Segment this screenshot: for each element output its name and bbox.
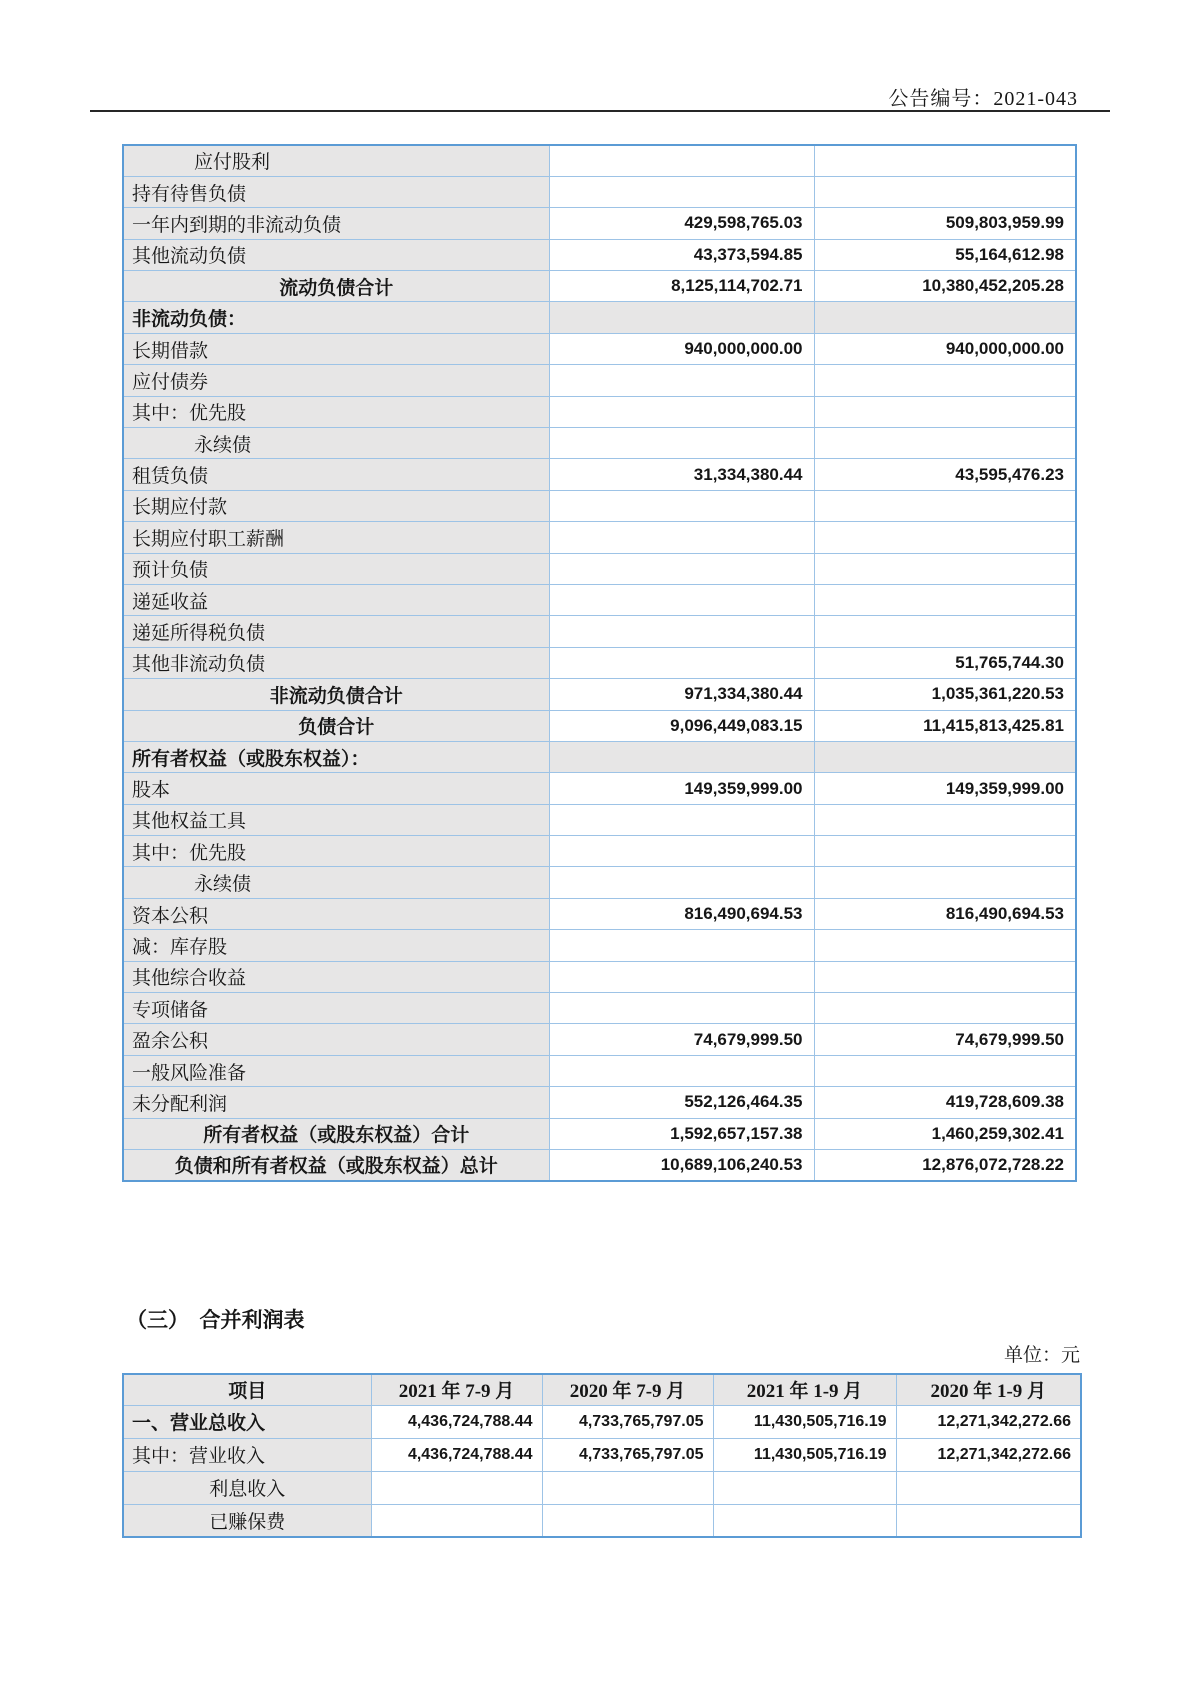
row-value-previous: 74,679,999.50 <box>814 1024 1076 1055</box>
row-label: 永续债 <box>123 867 549 898</box>
balance-sheet-row <box>123 710 1076 741</box>
row-label: 资本公积 <box>123 898 549 929</box>
row-label: 永续债 <box>123 428 549 459</box>
row-value <box>896 1471 1081 1504</box>
balance-sheet-row <box>123 208 1076 239</box>
row-value-current: 940,000,000.00 <box>549 333 814 364</box>
row-value-current <box>549 176 814 207</box>
row-value <box>542 1504 713 1537</box>
balance-sheet-row <box>123 647 1076 678</box>
row-value-current <box>549 584 814 615</box>
row-value-previous: 10,380,452,205.28 <box>814 271 1076 302</box>
row-value-previous: 51,765,744.30 <box>814 647 1076 678</box>
row-label: 盈余公积 <box>123 1024 549 1055</box>
row-value-current: 8,125,114,702.71 <box>549 271 814 302</box>
row-value-previous: 12,876,072,728.22 <box>814 1150 1076 1181</box>
row-value-current <box>549 836 814 867</box>
row-value-previous <box>814 1055 1076 1086</box>
row-value: 4,733,765,797.05 <box>542 1438 713 1471</box>
row-value: 11,430,505,716.19 <box>713 1438 896 1471</box>
row-label: 减：库存股 <box>123 930 549 961</box>
income-statement-row <box>123 1504 1081 1537</box>
row-value-previous <box>814 365 1076 396</box>
row-value <box>371 1471 542 1504</box>
row-label: 长期应付款 <box>123 490 549 521</box>
row-value-previous <box>814 584 1076 615</box>
row-value: 4,436,724,788.44 <box>371 1405 542 1438</box>
balance-sheet-row <box>123 961 1076 992</box>
row-value-current <box>549 396 814 427</box>
balance-sheet-row <box>123 1150 1076 1181</box>
balance-sheet-row <box>123 396 1076 427</box>
row-value-previous <box>814 553 1076 584</box>
row-value-current <box>549 867 814 898</box>
balance-sheet-row <box>123 1087 1076 1118</box>
column-header: 2020 年 1-9 月 <box>896 1374 1081 1405</box>
column-header: 项目 <box>123 1374 371 1405</box>
row-value-previous: 1,035,361,220.53 <box>814 679 1076 710</box>
balance-sheet-row <box>123 459 1076 490</box>
row-value-current <box>549 1055 814 1086</box>
row-label: 负债合计 <box>123 710 549 741</box>
row-label: 租赁负债 <box>123 459 549 490</box>
row-value-previous <box>814 428 1076 459</box>
header-divider <box>90 110 1110 112</box>
income-statement-row <box>123 1438 1081 1471</box>
column-header: 2020 年 7-9 月 <box>542 1374 713 1405</box>
balance-sheet-row <box>123 239 1076 270</box>
balance-sheet-row <box>123 428 1076 459</box>
row-value-previous <box>814 176 1076 207</box>
row-value-current: 816,490,694.53 <box>549 898 814 929</box>
row-value-previous: 419,728,609.38 <box>814 1087 1076 1118</box>
row-value <box>713 1471 896 1504</box>
row-label: 其他流动负债 <box>123 239 549 270</box>
row-value-current <box>549 553 814 584</box>
balance-sheet-table <box>122 144 1077 1182</box>
balance-sheet-row <box>123 867 1076 898</box>
row-label: 持有待售负债 <box>123 176 549 207</box>
balance-sheet-row <box>123 584 1076 615</box>
row-value-current: 971,334,380.44 <box>549 679 814 710</box>
row-value-previous <box>814 522 1076 553</box>
row-label: 流动负债合计 <box>123 271 549 302</box>
row-label: 专项储备 <box>123 993 549 1024</box>
income-statement-row <box>123 1405 1081 1438</box>
row-value-current: 1,592,657,157.38 <box>549 1118 814 1149</box>
row-label: 非流动负债： <box>123 302 549 333</box>
row-value-current: 43,373,594.85 <box>549 239 814 270</box>
balance-sheet-row <box>123 836 1076 867</box>
row-value-previous <box>814 145 1076 176</box>
row-label: 应付股利 <box>123 145 549 176</box>
row-value-current <box>549 804 814 835</box>
row-label: 预计负债 <box>123 553 549 584</box>
column-header: 2021 年 7-9 月 <box>371 1374 542 1405</box>
row-value-previous: 940,000,000.00 <box>814 333 1076 364</box>
balance-sheet-row <box>123 176 1076 207</box>
row-value-current <box>549 490 814 521</box>
row-value-current: 31,334,380.44 <box>549 459 814 490</box>
balance-sheet-row <box>123 898 1076 929</box>
row-value-current <box>549 647 814 678</box>
row-label: 已赚保费 <box>123 1504 371 1537</box>
balance-sheet-row <box>123 333 1076 364</box>
row-value-current <box>549 365 814 396</box>
balance-sheet-row <box>123 804 1076 835</box>
row-label: 其他非流动负债 <box>123 647 549 678</box>
balance-sheet-row <box>123 1118 1076 1149</box>
row-label: 一、营业总收入 <box>123 1405 371 1438</box>
announcement-number: 公告编号：2021-043 <box>888 88 1078 110</box>
balance-sheet-row <box>123 522 1076 553</box>
balance-sheet-body <box>123 145 1076 1181</box>
balance-sheet-row <box>123 773 1076 804</box>
row-label: 一般风险准备 <box>123 1055 549 1086</box>
row-label: 长期借款 <box>123 333 549 364</box>
row-value-previous <box>814 396 1076 427</box>
row-value <box>713 1504 896 1537</box>
income-statement-table <box>122 1373 1082 1538</box>
row-value <box>896 1504 1081 1537</box>
income-statement-body <box>123 1405 1081 1537</box>
balance-sheet-row <box>123 741 1076 772</box>
row-value-previous <box>814 867 1076 898</box>
row-value-current <box>549 616 814 647</box>
balance-sheet-row <box>123 679 1076 710</box>
row-value-current: 552,126,464.35 <box>549 1087 814 1118</box>
balance-sheet-row <box>123 930 1076 961</box>
balance-sheet-row <box>123 271 1076 302</box>
row-value-previous <box>814 616 1076 647</box>
row-label: 所有者权益（或股东权益）： <box>123 741 549 772</box>
row-label: 非流动负债合计 <box>123 679 549 710</box>
row-label: 一年内到期的非流动负债 <box>123 208 549 239</box>
balance-sheet-row <box>123 490 1076 521</box>
row-value-current: 429,598,765.03 <box>549 208 814 239</box>
row-value-previous <box>814 490 1076 521</box>
row-label: 递延所得税负债 <box>123 616 549 647</box>
row-value <box>371 1504 542 1537</box>
row-value: 4,733,765,797.05 <box>542 1405 713 1438</box>
unit-label: 单位：元 <box>1003 1345 1080 1366</box>
balance-sheet-row <box>123 1055 1076 1086</box>
row-value: 4,436,724,788.44 <box>371 1438 542 1471</box>
balance-sheet-row <box>123 1024 1076 1055</box>
row-value-previous: 11,415,813,425.81 <box>814 710 1076 741</box>
row-value-current <box>549 428 814 459</box>
row-label: 应付债券 <box>123 365 549 396</box>
balance-sheet-row <box>123 553 1076 584</box>
row-label: 其中：优先股 <box>123 396 549 427</box>
row-value-current <box>549 961 814 992</box>
row-value-previous: 149,359,999.00 <box>814 773 1076 804</box>
row-label: 其他综合收益 <box>123 961 549 992</box>
row-label: 递延收益 <box>123 584 549 615</box>
row-label: 负债和所有者权益（或股东权益）总计 <box>123 1150 549 1181</box>
row-value-current <box>549 145 814 176</box>
row-value-current <box>549 522 814 553</box>
row-value-previous <box>814 930 1076 961</box>
row-value-previous <box>814 302 1076 333</box>
row-label: 其他权益工具 <box>123 804 549 835</box>
row-value: 12,271,342,272.66 <box>896 1405 1081 1438</box>
row-value-previous: 816,490,694.53 <box>814 898 1076 929</box>
row-value-current <box>549 741 814 772</box>
row-value-previous <box>814 836 1076 867</box>
row-label: 利息收入 <box>123 1471 371 1504</box>
row-value-previous <box>814 804 1076 835</box>
row-label: 股本 <box>123 773 549 804</box>
row-value-previous <box>814 741 1076 772</box>
row-value-current <box>549 993 814 1024</box>
income-statement-row <box>123 1471 1081 1504</box>
balance-sheet-row <box>123 302 1076 333</box>
row-value <box>542 1471 713 1504</box>
row-label: 所有者权益（或股东权益）合计 <box>123 1118 549 1149</box>
row-value-previous: 43,595,476.23 <box>814 459 1076 490</box>
income-statement-title: （三） 合并利润表 <box>126 1308 305 1332</box>
balance-sheet-row <box>123 145 1076 176</box>
row-value-previous <box>814 993 1076 1024</box>
row-value-previous: 55,164,612.98 <box>814 239 1076 270</box>
row-value-previous <box>814 961 1076 992</box>
row-value: 11,430,505,716.19 <box>713 1405 896 1438</box>
row-value-current <box>549 302 814 333</box>
row-value-current: 10,689,106,240.53 <box>549 1150 814 1181</box>
row-value-current: 74,679,999.50 <box>549 1024 814 1055</box>
row-label: 长期应付职工薪酬 <box>123 522 549 553</box>
row-value-previous: 509,803,959.99 <box>814 208 1076 239</box>
balance-sheet-row <box>123 993 1076 1024</box>
column-header: 2021 年 1-9 月 <box>713 1374 896 1405</box>
row-value-current: 9,096,449,083.15 <box>549 710 814 741</box>
row-value-previous: 1,460,259,302.41 <box>814 1118 1076 1149</box>
row-value-current <box>549 930 814 961</box>
balance-sheet-row <box>123 616 1076 647</box>
row-value: 12,271,342,272.66 <box>896 1438 1081 1471</box>
row-label: 未分配利润 <box>123 1087 549 1118</box>
row-label: 其中：优先股 <box>123 836 549 867</box>
income-statement-header-row <box>123 1374 1081 1405</box>
row-label: 其中：营业收入 <box>123 1438 371 1471</box>
row-value-current: 149,359,999.00 <box>549 773 814 804</box>
balance-sheet-row <box>123 365 1076 396</box>
